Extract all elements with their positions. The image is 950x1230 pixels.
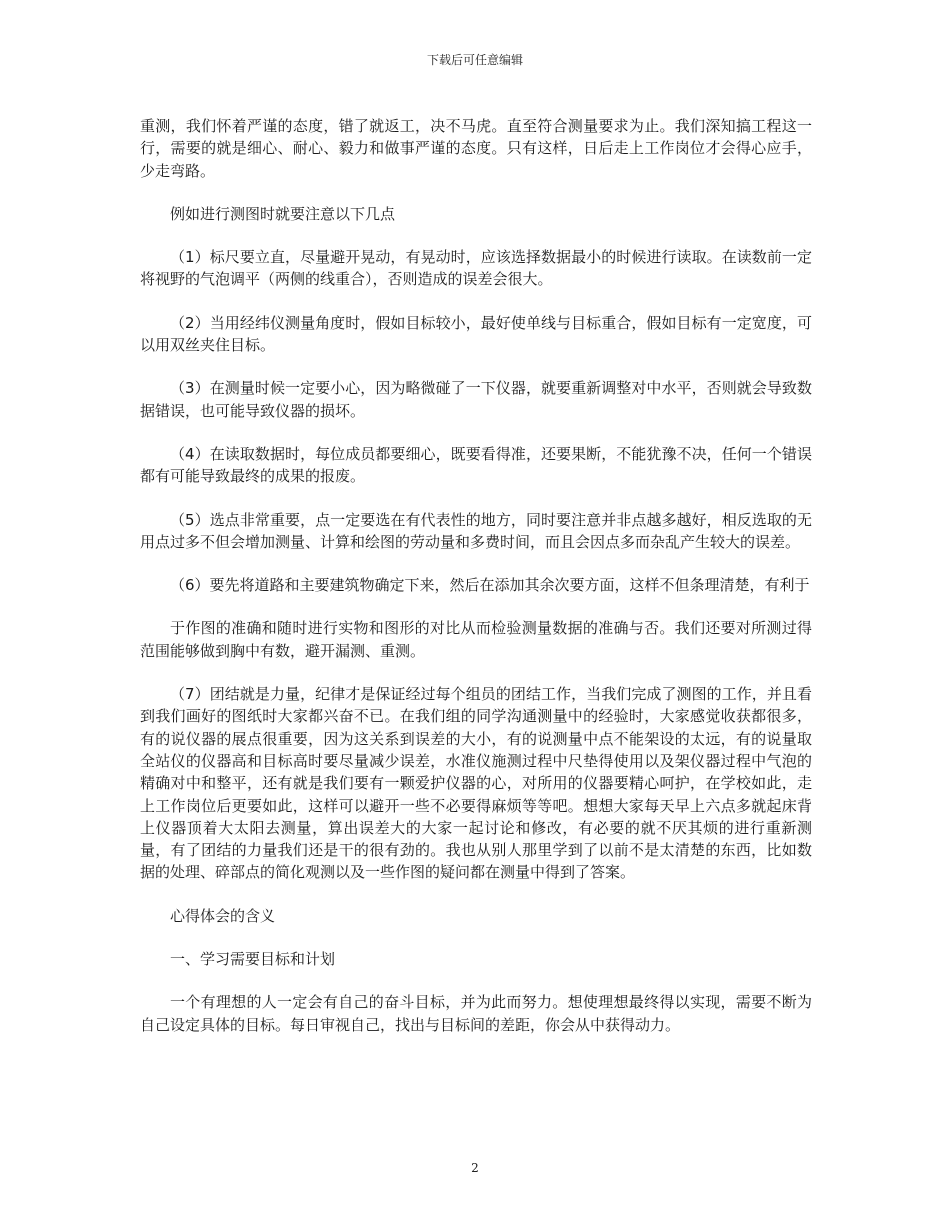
- paragraph: 例如进行测图时就要注意以下几点: [170, 204, 396, 223]
- section-heading: 心得体会的含义: [170, 906, 276, 925]
- paragraph: （5）选点非常重要，点一定要选在有代表性的地方，同时要注意并非点越多越好，相反选取的无用点过多不但会增加测量、计算和绘图的劳动量和多费时间，而且会因点多而杂乱产生较大的误差。: [140, 510, 812, 551]
- paragraph: （6）要先将道路和主要建筑物确定下来，然后在添加其余次要方面，这样不但条理清楚，有利于: [170, 576, 810, 595]
- paragraph: （2）当用经纬仪测量角度时，假如目标较小，最好使单线与目标重合，假如目标有一定宽度，可以用双丝夹住目标。: [140, 313, 812, 355]
- paragraph: 一个有理想的人一定会有自己的奋斗目标，并为此而努力。想使理想最终得以实现，需要不断为自己设定具体的目标。每日审视自己，找出与目标间的差距，你会从中获得动力。: [140, 993, 812, 1034]
- paragraph: （1）标尺要立直，尽量避开晃动，有晃动时，应该选择数据最小的时候进行读取。在读数前一定将视野的气泡调平（两侧的线重合），否则造成的误差会很大。: [140, 248, 812, 289]
- paragraph: 重测，我们怀着严谨的态度，错了就返工，决不马虎。直至符合测量要求为止。我们深知搞工程这一行，需要的就是细心、耐心、毅力和做事严谨的态度。只有这样，日后走上工作岗位才会得心应手，少走弯路。: [140, 117, 812, 180]
- paragraph: 于作图的准确和随时进行实物和图形的对比从而检验测量数据的准确与否。我们还要对所测过得范围能够做到胸中有数，避开漏测、重测。: [140, 619, 812, 660]
- section-heading: 一、学习需要目标和计划: [170, 950, 336, 969]
- page-header: 下载后可任意编辑: [426, 53, 523, 67]
- paragraph: （4）在读取数据时，每位成员都要细心，既要看得准，还要果断，不能犹豫不决，任何一个错误都有可能导致最终的成果的报废。: [140, 444, 812, 486]
- document-body: [140, 115, 812, 1057]
- paragraph: （7）团结就是力量，纪律才是保证经过每个组员的团结工作，当我们完成了测图的工作，并且看到我们画好的图纸时大家都兴奋不已。在我们组的同学沟通测量中的经验时，大家感觉收获都很多，有的说仪器的展点很重要，因为这关系到误差的大小，有的说测量中点不能架设的太远，有的说量取全站仪的仪器高和目标高时要尽量减少误差，水准仪施测过程中尺垫得使用以及架仪器过程中气泡的精确对中和整平，还有就是我们要有一颗爱护仪器的心，对所用的仪器要精心呵护，在学校如此，走上工作岗位后更要如此，这样可以避开一些不必要得麻烦等等吧。想想大家每天早上六点多就起床背上仪器顶着大太阳去测量，算出误差大的大家一起讨论和修改，有必要的就不厌其烦的进行重新测量，有了团结的力量我们还是干的很有劲的。我也从别人那里学到了以前不是太清楚的东西，比如数据的处理、碎部点的简化观测以及一些作图的疑问都在测量中得到了答案。: [140, 685, 812, 882]
- paragraph: （3）在测量时候一定要小心，因为略微碰了一下仪器，就要重新调整对中水平，否则就会导致数据错误，也可能导致仪器的损坏。: [140, 379, 812, 420]
- page-number: 2: [471, 1161, 479, 1175]
